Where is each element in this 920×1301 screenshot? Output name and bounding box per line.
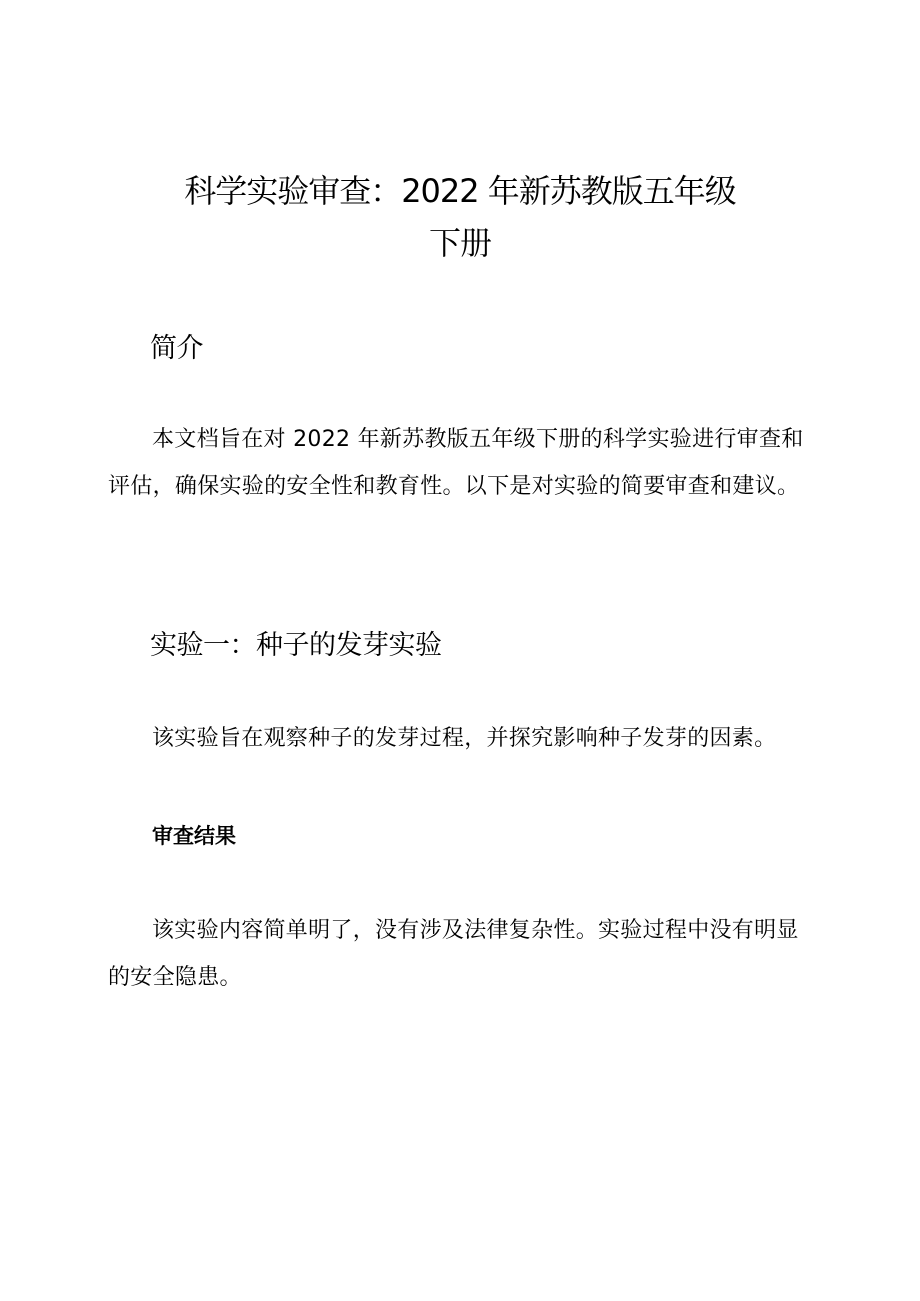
document-title [110,165,810,269]
section-heading-intro: 简介 [150,333,203,364]
subheading-review-results: 审查结果 [152,824,236,848]
document-title-line-1: 科学实验审查：2022 年新苏教版五年级 [184,172,736,210]
section-body-experiment-1: 该实验旨在观察种子的发芽过程，并探究影响种子发芽的因素。 [152,726,777,751]
section-heading-experiment-1: 实验一：种子的发芽实验 [150,630,442,661]
section-body-intro: 本文档旨在对 2022 年新苏教版五年级下册的科学实验进行审查和评估，确保实验的安全性和教育性。以下是对实验的简要审查和建议。 [108,427,804,499]
document-title-line-2: 下册 [428,224,491,262]
review-results-body: 该实验内容简单明了，没有涉及法律复杂性。实验过程中没有明显的安全隐患。 [108,918,799,990]
